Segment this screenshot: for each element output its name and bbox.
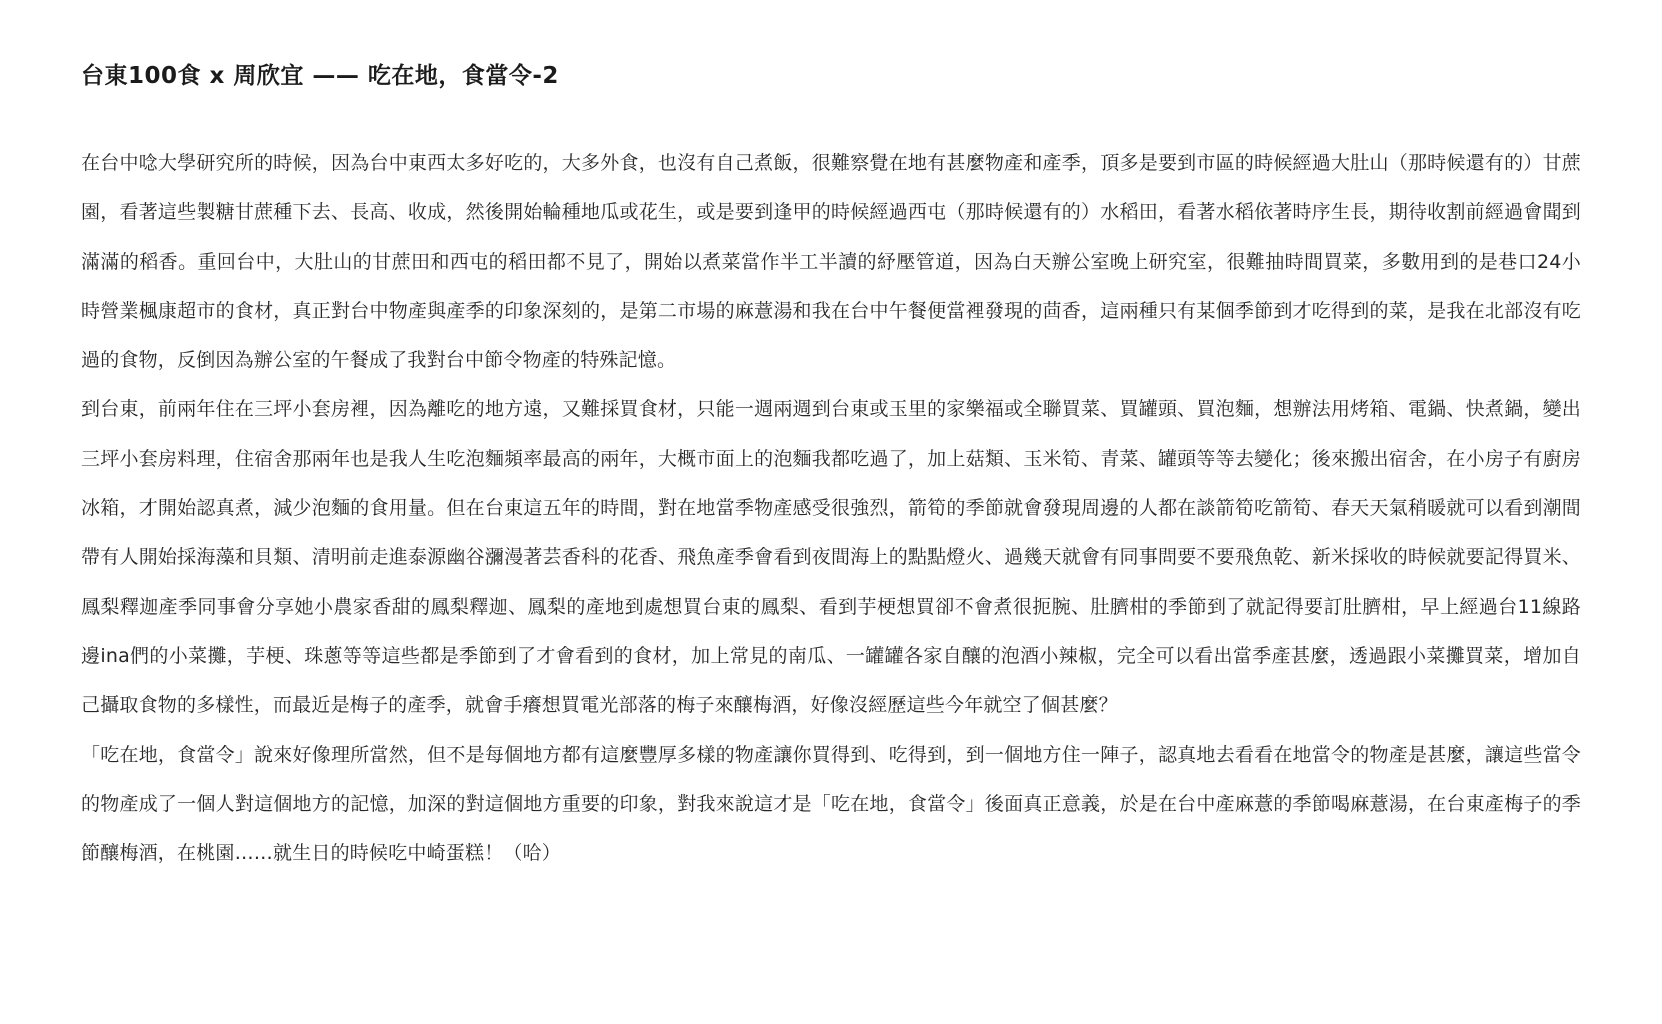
article-page	[81, 56, 1581, 878]
article-title: 台東100食 x 周欣宜 —— 吃在地，食當令-2	[81, 63, 559, 89]
paragraph-taitung: 到台東，前兩年住在三坪小套房裡，因為離吃的地方遠，又難採買食材，只能一週兩週到台東或玉里的家樂福或全聯買菜、買罐頭、買泡麵，想辦法用烤箱、電鍋、快煮鍋，變出三坪小套房料理，住宿舍那兩年也是我人生吃泡麵頻率最高的兩年，大概市面上的泡麵我都吃過了，加上菇類、玉米筍、青菜、罐頭等等去變化；後來搬出宿舍，在小房子有廚房冰箱，才開始認真煮，減少泡麵的食用量。但在台東這五年的時間，對在地當季物產感受很強烈，箭筍的季節就會發現周邊的人都在談箭筍吃箭筍、春天天氣稍暖就可以看到潮間帶有人開始採海藻和貝類、清明前走進泰源幽谷瀰漫著芸香科的花香、飛魚產季會看到夜間海上的點點燈火、過幾天就會有同事問要不要飛魚乾、新米採收的時候就要記得買米、鳳梨釋迦產季同事會分享她小農家香甜的鳳梨釋迦、鳳梨的產地到處想買台東的鳳梨、看到芋梗想買卻不會煮很扼腕、肚臍柑的季節到了就記得要訂肚臍柑，早上經過台11線路邊ina們的小菜攤，芋梗、珠蔥等等這些都是季節到了才會看到的食材，加上常見的南瓜、一罐罐各家自釀的泡酒小辣椒，完全可以看出當季產甚麼，透過跟小菜攤買菜，增加自己攝取食物的多樣性，而最近是梅子的產季，就會手癢想買電光部落的梅子來釀梅酒，好像沒經歷這些今年就空了個甚麼？	[81, 398, 1581, 717]
paragraph-conclusion: 「吃在地，食當令」說來好像理所當然，但不是每個地方都有這麼豐厚多樣的物產讓你買得到、吃得到，到一個地方住一陣子，認真地去看看在地當令的物產是甚麼，讓這些當令的物產成了一個人對這個地方的記憶，加深的對這個地方重要的印象，對我來說這才是「吃在地，食當令」後面真正意義，於是在台中產麻薏的季節喝麻薏湯，在台東產梅子的季節釀梅酒，在桃園……就生日的時候吃中崎蛋糕！（哈）	[81, 743, 1581, 865]
paragraph-taichung: 在台中唸大學研究所的時候，因為台中東西太多好吃的，大多外食，也沒有自己煮飯，很難察覺在地有甚麼物產和產季，頂多是要到市區的時候經過大肚山（那時候還有的）甘蔗園，看著這些製糖甘蔗種下去、長高、收成，然後開始輪種地瓜或花生，或是要到逢甲的時候經過西屯（那時候還有的）水稻田，看著水稻依著時序生長，期待收割前經過會聞到滿滿的稻香。重回台中，大肚山的甘蔗田和西屯的稻田都不見了，開始以煮菜當作半工半讀的紓壓管道，因為白天辦公室晚上研究室，很難抽時間買菜，多數用到的是巷口24小時營業楓康超市的食材，真正對台中物產與產季的印象深刻的，是第二市場的麻薏湯和我在台中午餐便當裡發現的茴香，這兩種只有某個季節到才吃得到的菜，是我在北部沒有吃過的食物，反倒因為辦公室的午餐成了我對台中節令物產的特殊記憶。	[81, 152, 1581, 372]
article-body	[81, 139, 1581, 878]
